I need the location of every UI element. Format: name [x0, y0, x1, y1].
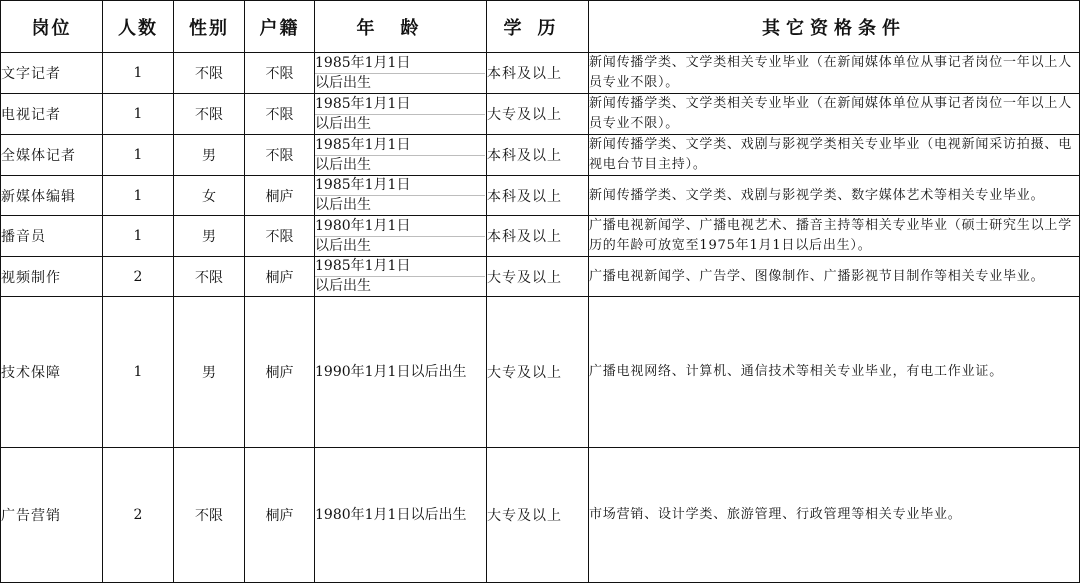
- table-row: [1, 448, 1080, 583]
- table-row: [1, 135, 1080, 176]
- age-cell: 1990年1月1日以后出生: [315, 297, 487, 448]
- other-cell: 广播电视新闻学、广播电视艺术、播音主持等相关专业毕业（硕士研究生以上学历的年龄可放宽至1975年1月1日以后出生）。: [589, 216, 1080, 257]
- age-date: 1985年1月1日: [315, 257, 485, 277]
- age-suffix: 以后出生: [315, 115, 371, 132]
- table-row: [1, 94, 1080, 135]
- hukou-cell: 桐庐: [245, 448, 315, 583]
- education-cell: 本科及以上: [487, 216, 589, 257]
- header-education: 学历: [487, 1, 589, 53]
- count-cell: 1: [103, 216, 174, 257]
- education-cell: 本科及以上: [487, 135, 589, 176]
- education-cell: 大专及以上: [487, 448, 589, 583]
- hukou-cell: 不限: [245, 135, 315, 176]
- gender-cell: 女: [174, 176, 245, 216]
- gender-cell: 男: [174, 135, 245, 176]
- header-age: 年龄: [315, 1, 487, 53]
- post-cell: 视频制作: [1, 257, 103, 297]
- count-cell: 1: [103, 53, 174, 94]
- age-date: 1980年1月1日: [315, 217, 485, 237]
- age-date: 1985年1月1日: [315, 136, 485, 156]
- hukou-cell: 不限: [245, 94, 315, 135]
- gender-cell: 不限: [174, 257, 245, 297]
- post-cell: 技术保障: [1, 297, 103, 448]
- hukou-cell: 不限: [245, 216, 315, 257]
- other-cell: 新闻传播学类、文学类、戏剧与影视学类相关专业毕业（电视新闻采访拍摄、电视电台节目主持）。: [589, 135, 1080, 176]
- other-cell: 新闻传播学类、文学类相关专业毕业（在新闻媒体单位从事记者岗位一年以上人员专业不限）。: [589, 53, 1080, 94]
- count-cell: 2: [103, 448, 174, 583]
- age-cell: 1980年1月1日以后出生: [315, 448, 487, 583]
- education-cell: 大专及以上: [487, 94, 589, 135]
- post-cell: 电视记者: [1, 94, 103, 135]
- gender-cell: 男: [174, 297, 245, 448]
- other-cell: 新闻传播学类、文学类、戏剧与影视学类、数字媒体艺术等相关专业毕业。: [589, 176, 1080, 216]
- gender-cell: 不限: [174, 53, 245, 94]
- age-cell: [315, 94, 487, 135]
- age-cell: [315, 176, 487, 216]
- table-row: [1, 53, 1080, 94]
- gender-cell: 男: [174, 216, 245, 257]
- count-cell: 1: [103, 94, 174, 135]
- table-row: [1, 297, 1080, 448]
- other-cell: 新闻传播学类、文学类相关专业毕业（在新闻媒体单位从事记者岗位一年以上人员专业不限）。: [589, 94, 1080, 135]
- hukou-cell: 不限: [245, 53, 315, 94]
- age-date: 1985年1月1日: [315, 54, 485, 74]
- education-cell: 大专及以上: [487, 257, 589, 297]
- header-post: 岗位: [1, 1, 103, 53]
- table-row: [1, 257, 1080, 297]
- count-cell: 1: [103, 135, 174, 176]
- post-cell: 文字记者: [1, 53, 103, 94]
- education-cell: 本科及以上: [487, 176, 589, 216]
- other-cell: 广播电视新闻学、广告学、图像制作、广播影视节目制作等相关专业毕业。: [589, 257, 1080, 297]
- age-cell: [315, 135, 487, 176]
- post-cell: 广告营销: [1, 448, 103, 583]
- age-suffix: 以后出生: [315, 237, 371, 254]
- age-suffix: 以后出生: [315, 74, 371, 91]
- header-gender: 性别: [174, 1, 245, 53]
- other-cell: 市场营销、设计学类、旅游管理、行政管理等相关专业毕业。: [589, 448, 1080, 583]
- hukou-cell: 桐庐: [245, 297, 315, 448]
- header-count: 人数: [103, 1, 174, 53]
- post-cell: 播音员: [1, 216, 103, 257]
- header-other: 其它资格条件: [589, 1, 1080, 53]
- header-hukou: 户籍: [245, 1, 315, 53]
- age-cell: [315, 216, 487, 257]
- age-date: 1985年1月1日: [315, 176, 485, 196]
- education-cell: 本科及以上: [487, 53, 589, 94]
- gender-cell: 不限: [174, 448, 245, 583]
- post-cell: 全媒体记者: [1, 135, 103, 176]
- education-cell: 大专及以上: [487, 297, 589, 448]
- age-suffix: 以后出生: [315, 156, 371, 173]
- hukou-cell: 桐庐: [245, 176, 315, 216]
- table-row: [1, 176, 1080, 216]
- count-cell: 1: [103, 176, 174, 216]
- table-row: [1, 216, 1080, 257]
- hukou-cell: 桐庐: [245, 257, 315, 297]
- age-cell: [315, 53, 487, 94]
- post-cell: 新媒体编辑: [1, 176, 103, 216]
- age-suffix: 以后出生: [315, 197, 371, 213]
- other-cell: 广播电视网络、计算机、通信技术等相关专业毕业，有电工作业证。: [589, 297, 1080, 448]
- count-cell: 2: [103, 257, 174, 297]
- age-date: 1985年1月1日: [315, 95, 485, 115]
- age-suffix: 以后出生: [315, 278, 371, 294]
- gender-cell: 不限: [174, 94, 245, 135]
- count-cell: 1: [103, 297, 174, 448]
- header-row: [1, 1, 1080, 53]
- age-cell: [315, 257, 487, 297]
